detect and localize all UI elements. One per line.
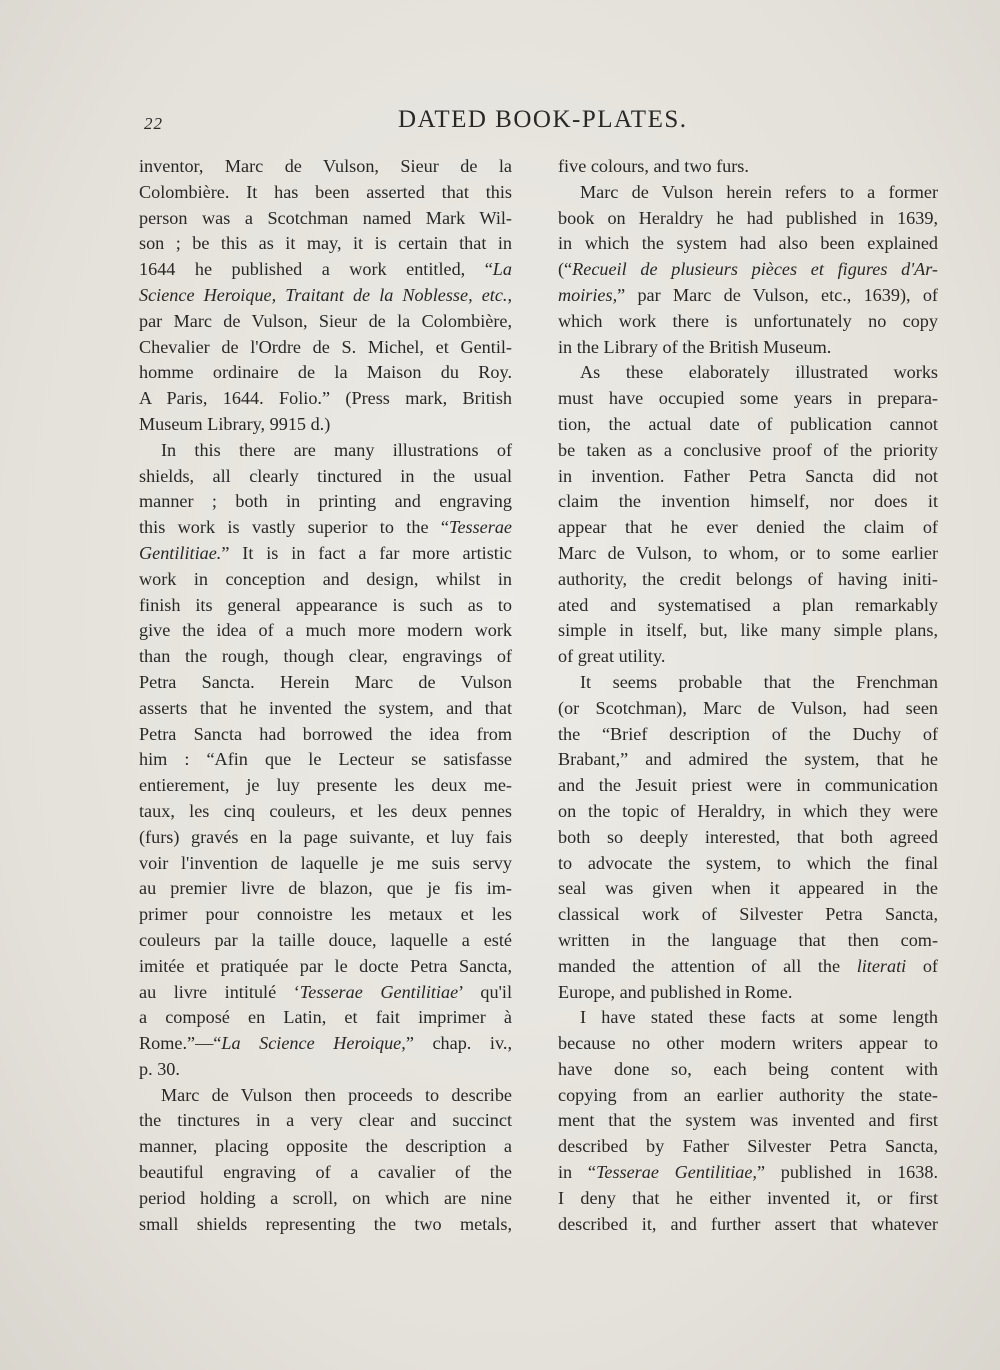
left-column-line: Gentilitiae.” It is in fact a far more artistic — [139, 542, 512, 563]
left-column-line: au premier livre de blazon, que je fis im- — [139, 878, 512, 899]
right-column-line: Marc de Vulson herein refers to a former — [580, 181, 938, 202]
left-column-line: In this there are many illustrations of — [161, 439, 512, 460]
left-column-line: him : “Afin que le Lecteur se satisfasse — [139, 749, 512, 770]
right-column-line: manded the attention of all the literati of — [558, 955, 938, 976]
left-column-line: period holding a scroll, on which are nine — [139, 1187, 512, 1208]
right-column-line: simple in itself, but, like many simple plans, — [558, 620, 938, 641]
left-column-line: small shields representing the two metals, — [139, 1213, 512, 1234]
left-column-line: beautiful engraving of a cavalier of the — [139, 1162, 512, 1183]
right-column-line: the “Brief description of the Duchy of — [558, 723, 938, 744]
right-column-line: in invention. Father Petra Sancta did not — [558, 465, 938, 486]
right-column-line: classical work of Silvester Petra Sancta, — [558, 904, 938, 925]
page-number: 22 — [144, 114, 163, 133]
right-column-line: (or Scotchman), Marc de Vulson, had seen — [558, 697, 938, 718]
left-column-line: inventor, Marc de Vulson, Sieur de la — [139, 156, 512, 176]
right-column-line: described it, and further assert that whatever — [558, 1213, 938, 1234]
left-column-line: par Marc de Vulson, Sieur de la Colombière, — [139, 310, 512, 331]
left-column-line: a composé en Latin, et fait imprimer à — [139, 1007, 512, 1028]
right-column-line: Marc de Vulson, to whom, or to some earlier — [558, 542, 938, 563]
left-column-line: son ; be this as it may, it is certain that in — [139, 233, 512, 254]
right-column-line: because no other modern writers appear to — [558, 1033, 938, 1054]
left-column-line: than the rough, though clear, engravings of — [139, 646, 512, 667]
right-column-line: authority, the credit belongs of having initi- — [558, 568, 938, 589]
left-column-line: imitée et pratiquée par le docte Petra Sancta, — [139, 955, 512, 976]
left-column-line: Petra Sancta had borrowed the idea from — [139, 723, 512, 744]
right-column-line: claim the invention himself, nor does it — [558, 491, 938, 512]
left-column-line: 1644 he published a work entitled, “La — [139, 259, 512, 280]
left-column-line: give the idea of a much more modern work — [139, 620, 512, 641]
right-column — [558, 154, 938, 1237]
right-column-line: which work there is unfortunately no copy — [558, 310, 938, 331]
right-column-line: both so deeply interested, that both agreed — [558, 826, 938, 847]
right-column-line: Brabant,” and admired the system, that he — [558, 749, 938, 770]
left-column-line: A Paris, 1644. Folio.” (Press mark, British — [139, 388, 512, 409]
left-column-line: Petra Sancta. Herein Marc de Vulson — [139, 671, 512, 692]
left-column-line: (furs) gravés en la page suivante, et luy fais — [139, 826, 512, 847]
right-column-line: appear that he ever denied the claim of — [558, 517, 938, 538]
right-column-line: Europe, and published in Rome. — [558, 981, 793, 1002]
right-column-line: As these elaborately illustrated works — [580, 362, 938, 383]
left-column-line: Colombière. It has been asserted that this — [139, 181, 512, 202]
left-column-line: finish its general appearance is such as to — [139, 594, 512, 615]
right-column-line: of great utility. — [558, 646, 666, 667]
right-column-line: five colours, and two furs. — [558, 156, 749, 176]
page-header — [140, 104, 940, 144]
left-column-line: couleurs par la taille douce, laquelle a esté — [139, 929, 512, 950]
running-title: DATED BOOK-PLATES. — [398, 106, 688, 133]
right-column-line: have done so, each being content with — [558, 1058, 938, 1079]
right-column-line: described by Father Silvester Petra Sancta, — [558, 1136, 938, 1157]
left-column-line: manner, placing opposite the description a — [139, 1136, 512, 1157]
right-column-line: I have stated these facts at some length — [580, 1007, 938, 1028]
right-column-line: must have occupied some years in prepara- — [558, 388, 938, 409]
left-column-line: asserts that he invented the system, and that — [139, 697, 512, 718]
right-column-line: to advocate the system, to which the final — [558, 852, 938, 873]
left-column — [139, 154, 512, 1237]
right-column-line: moiries,” par Marc de Vulson, etc., 1639), of — [558, 284, 938, 305]
right-column-line: be taken as a conclusive proof of the priority — [558, 439, 938, 460]
right-column-line: ment that the system was invented and first — [558, 1110, 938, 1131]
right-column-line: on the topic of Heraldry, in which they were — [558, 800, 938, 821]
right-column-line: (“Recueil de plusieurs pièces et figures d'Ar- — [558, 259, 938, 280]
right-column-line: in which the system had also been explained — [558, 233, 938, 254]
right-column-line: in “Tesserae Gentilitiae,” published in 1638. — [558, 1162, 938, 1183]
right-column-line: written in the language that then com- — [558, 929, 938, 950]
left-column-line: shields, all clearly tinctured in the usual — [139, 465, 512, 486]
left-column-line: entierement, je luy presente les deux me- — [139, 775, 512, 796]
left-column-line: Science Heroique, Traitant de la Noblesse, etc., — [139, 284, 512, 305]
left-column-line: primer pour connoistre les metaux et les — [139, 904, 512, 925]
right-column-line: tion, the actual date of publication cannot — [558, 413, 938, 434]
right-column-line: seal was given when it appeared in the — [558, 878, 938, 899]
right-column-line: copying from an earlier authority the state- — [558, 1084, 938, 1105]
right-column-line: book on Heraldry he had published in 1639, — [558, 207, 938, 228]
left-column-line: Museum Library, 9915 d.) — [139, 413, 331, 434]
left-column-line: the tinctures in a very clear and succinct — [139, 1110, 512, 1131]
left-column-line: p. 30. — [139, 1058, 180, 1079]
right-column-line: ated and systematised a plan remarkably — [558, 594, 938, 615]
left-column-line: taux, les cinq couleurs, et les deux pennes — [139, 800, 512, 821]
left-column-line: Rome.”—“La Science Heroique,” chap. iv., — [139, 1033, 512, 1054]
left-column-line: person was a Scotchman named Mark Wil- — [139, 207, 512, 228]
right-column-line: I deny that he either invented it, or first — [558, 1187, 938, 1208]
left-column-line: voir l'invention de laquelle je me suis servy — [139, 852, 512, 873]
right-column-line: It seems probable that the Frenchman — [580, 671, 938, 692]
left-column-line: this work is vastly superior to the “Tesserae — [139, 517, 512, 538]
left-column-line: work in conception and design, whilst in — [139, 568, 512, 589]
left-column-line: au livre intitulé ‘Tesserae Gentilitiae’ qu'il — [139, 981, 513, 1002]
right-column-line: and the Jesuit priest were in communication — [558, 775, 938, 796]
left-column-line: Chevalier de l'Ordre de S. Michel, et Gentil- — [139, 336, 512, 357]
left-column-line: Marc de Vulson then proceeds to describe — [161, 1084, 512, 1105]
left-column-line: manner ; both in printing and engraving — [139, 491, 512, 512]
right-column-line: in the Library of the British Museum. — [558, 336, 832, 357]
left-column-line: homme ordinaire de la Maison du Roy. — [139, 362, 512, 383]
